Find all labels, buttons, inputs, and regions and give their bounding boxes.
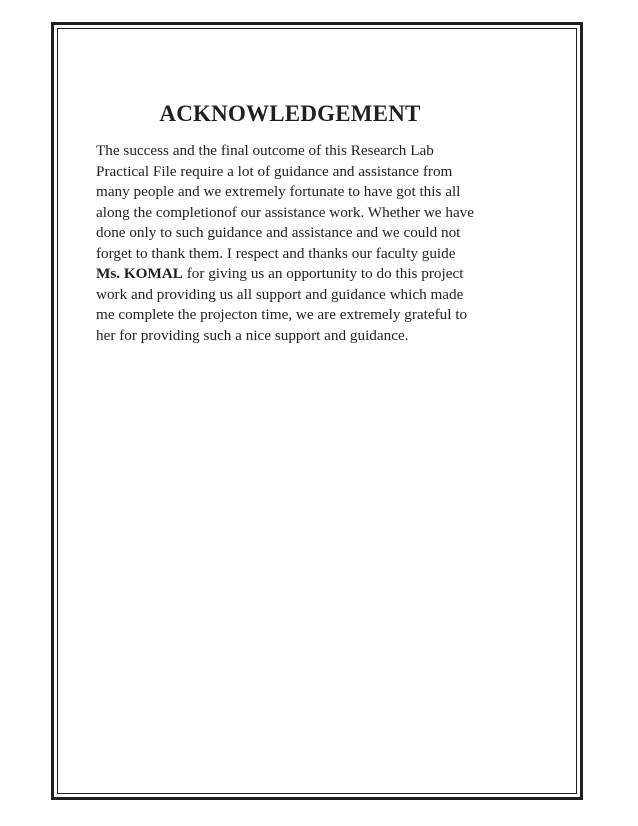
acknowledgement-paragraph — [96, 141, 516, 346]
paragraph-line: me complete the projecton time, we are extremely grateful to — [96, 306, 468, 323]
paragraph-line: many people and we extremely fortunate to have got this all — [96, 183, 461, 200]
paragraph-line: Practical File require a lot of guidance and assistance from — [96, 162, 453, 180]
guide-name: Ms. KOMAL — [96, 265, 183, 282]
paragraph-line: forget to thank them. I respect and thanks our faculty guide — [96, 244, 456, 262]
guide-line-rest: for giving us an opportunity to do this project — [182, 265, 464, 282]
page-title: ACKNOWLEDGEMENT — [159, 101, 421, 126]
page-border — [51, 22, 583, 800]
paragraph-line: along the completionof our assistance work. Whether we have — [96, 203, 475, 221]
paragraph-line-guide — [96, 264, 516, 285]
paragraph-line: her for providing such a nice support and guidance. — [96, 326, 409, 344]
paragraph-line: done only to such guidance and assistance and we could not — [96, 224, 461, 241]
paragraph-line: work and providing us all support and guidance which made — [96, 285, 464, 303]
paragraph-line: The success and the final outcome of this Research Lab — [96, 142, 434, 159]
